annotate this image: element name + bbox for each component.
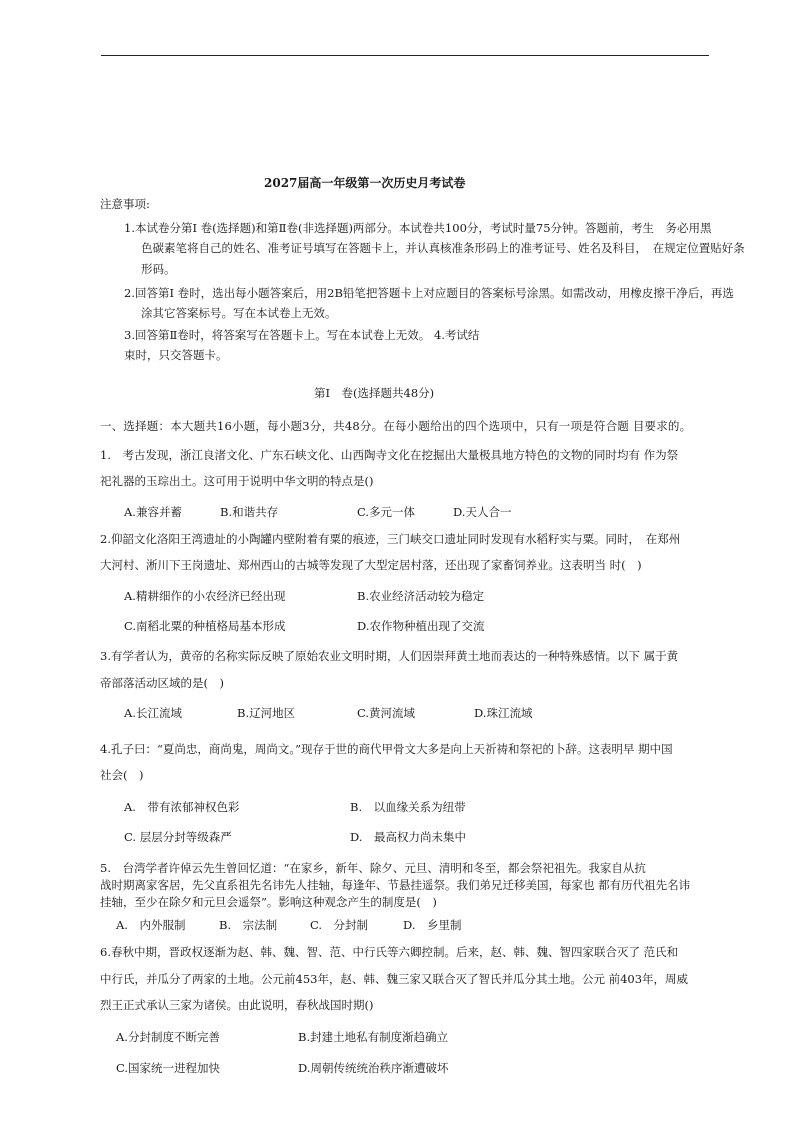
option-b[interactable]: B. 宗法制 [219,918,278,932]
option-d[interactable]: D.天人合一 [453,505,512,519]
option-a[interactable]: A. 带有浓郁神权色彩 [124,800,240,814]
option-d[interactable]: D.珠江流域 [474,706,533,720]
question-line: 2.仰韶文化洛阳王湾遗址的小陶罐内壁附着有粟的痕迹，三门峡交口遗址同时发现有水稻籽实与粟。同时， 在郑州 [100,532,681,546]
option-a[interactable]: A. 内外服制 [116,918,186,932]
option-d[interactable]: D. 最高权力尚未集中 [350,830,466,844]
question-line: 帝部落活动区域的是( ) [100,676,224,690]
option-a[interactable]: A.长江流域 [124,706,182,720]
question-line: 3.有学者认为，黄帝的名称实际反映了原始农业文明时期，人们因崇拜黄土地而表达的一种特殊感情。以下 属于黄 [100,649,679,663]
question-line: 挂轴，至少在除夕和元旦会遥祭”。影响这种观念产生的制度是( ) [100,895,437,909]
option-c[interactable]: C. 层层分封等级森严 [124,830,232,844]
header-rule [101,55,709,56]
option-b[interactable]: B.和谐共存 [220,505,279,519]
option-c[interactable]: C.南稻北粟的种植格局基本形成 [124,619,286,633]
question-line: 5. 台湾学者许倬云先生曾回忆道：“在家乡，新年、除夕、元旦、清明和冬至，都会祭祀祖先。我家自从抗 [100,861,646,875]
option-b[interactable]: B. 以血缘关系为纽带 [350,800,466,814]
question-line: 社会( ) [100,768,144,782]
option-a[interactable]: A.精耕细作的小农经济已经出现 [124,589,286,603]
question-line: 大河村、淅川下王岗遗址、郑州西山的古城等发现了大型定居村落，还出现了家畜饲养业。这表明当 时( ) [100,558,642,572]
question-line: 1. 考古发现，浙江良渚文化、广东石峡文化、山西陶寺文化在挖掘出大量极具地方特色的文物的同时均有 作为祭 [100,448,679,462]
option-c[interactable]: C.黄河流域 [357,706,416,720]
option-d[interactable]: D. 乡里制 [403,918,462,932]
notice-line: 形码。 [141,262,176,276]
notice-line: 3.回答第Ⅱ卷时，将答案写在答题卡上。写在本试卷上无效。 4.考试结 [124,328,480,342]
question-line: 祀礼器的玉琮出土。这可用于说明中华文明的特点是() [100,474,374,488]
notice-line: 涂其它答案标号。写在本试卷上无效。 [141,306,337,320]
option-c[interactable]: C. 分封制 [310,918,369,932]
question-line: 中行氏，并瓜分了两家的土地。公元前453年，赵、韩、魏三家又联合灭了智氏并瓜分其土地。公元 前403年，周威 [100,972,689,986]
notice-line: 1.本试卷分第I 卷(选择题)和第Ⅱ卷(非选择题)两部分。本试卷共100分，考试时量75分钟。答题前，考生 务必用黑 [124,221,712,235]
option-b[interactable]: B.辽河地区 [237,706,296,720]
section-intro: 一、选择题：本大题共16小题，每小题3分，共48分。在每小题给出的四个选项中，只有一项是符合题 目要求的。 [100,419,692,433]
option-d[interactable]: D.农作物种植出现了交流 [357,619,485,633]
notice-line: 束时，只交答题卡。 [124,348,228,362]
question-line: 6.春秋中期，晋政权逐渐为赵、韩、魏、智、范、中行氏等六卿控制。后来，赵、韩、魏、智四家联合灭了 范氏和 [100,945,679,959]
option-b[interactable]: B.农业经济活动较为稳定 [357,589,485,603]
option-b[interactable]: B.封建土地私有制度渐趋确立 [298,1030,449,1044]
option-c[interactable]: C.国家统一进程加快 [116,1061,221,1075]
notice-heading: 注意事项: [100,197,150,211]
option-a[interactable]: A.分封制度不断完善 [116,1030,220,1044]
question-line: 战时期离家客居，先父直系祖先名讳先人挂轴，每逢年、节悬挂遥祭。我们弟兄迁移美国，每家也 都有历代祖先名讳 [100,878,691,892]
notice-line: 2.回答第I 卷时，选出每小题答案后，用2B铅笔把答题卡上对应题目的答案标号涂黑。如需改动，用橡皮擦干净后，再选 [124,286,734,300]
section-title: 第I 卷(选择题共48分) [314,386,435,400]
notice-line: 色碳素笔将自己的姓名、准考证号填写在答题卡上，并认真核准条形码上的准考证号、姓名及科目， 在规定位置贴好条 [141,241,745,255]
option-d[interactable]: D.周朝传统统治秩序渐遭破坏 [298,1061,449,1075]
exam-title: 2027届高一年级第一次历史月考试卷 [264,176,466,190]
question-line: 4.孔子曰：“夏尚忠，商尚鬼，周尚文。”现存于世的商代甲骨文大多是向上天祈祷和祭祀的卜辞。这表明早 期中国 [100,742,673,756]
option-c[interactable]: C.多元一体 [357,505,416,519]
option-a[interactable]: A.兼容并蓄 [124,505,182,519]
question-line: 烈王正式承认三家为诸侯。由此说明，春秋战国时期() [100,998,374,1012]
